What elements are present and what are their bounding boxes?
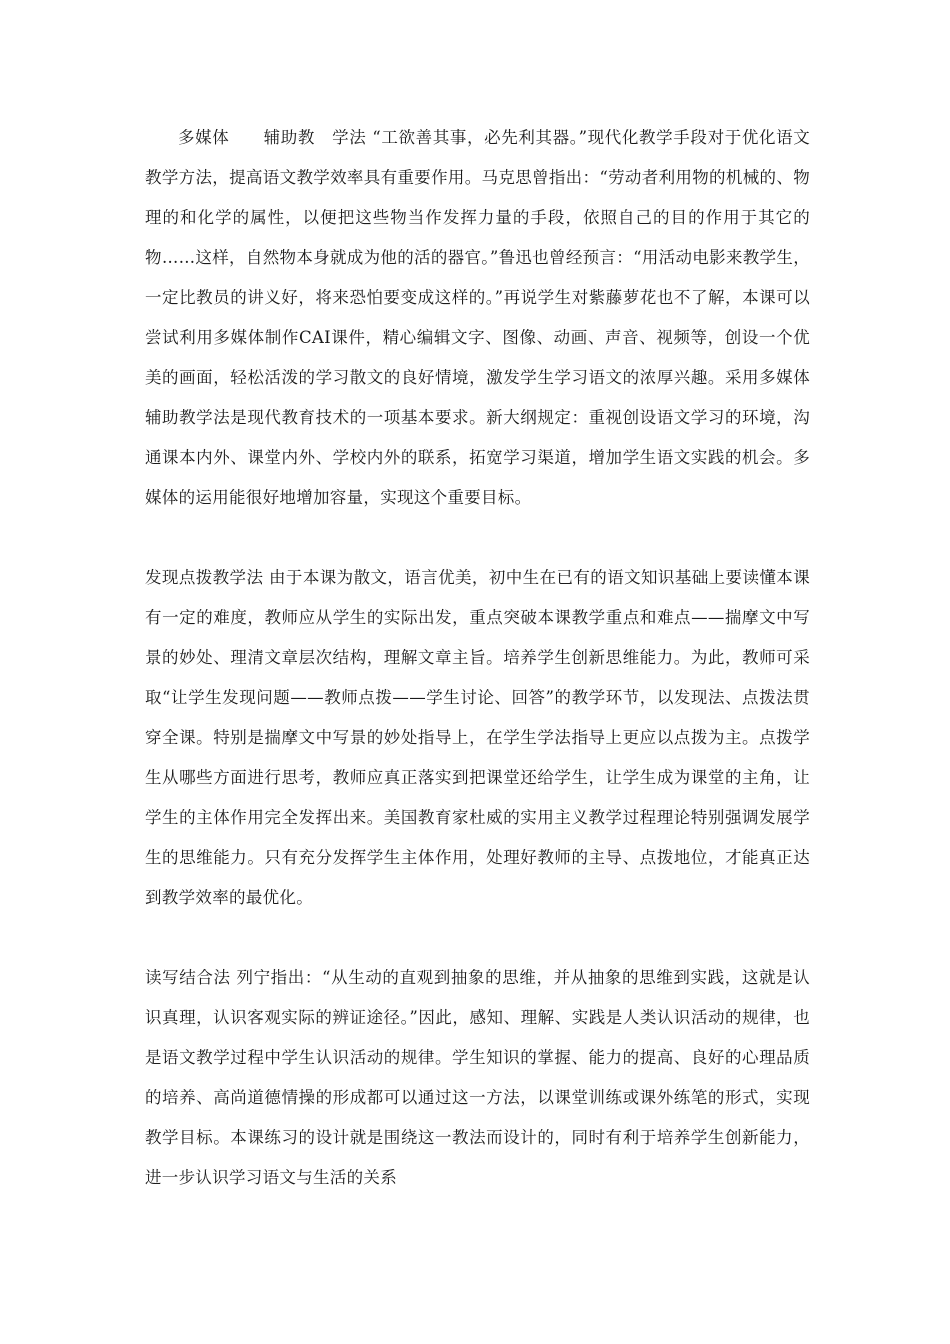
paragraph-body-discovery: 由于本课为散文，语言优美，初中生在已有的语文知识基础上要读懂本课有一定的难度，教师应从学生的实际出发，重点突破本课教学重点和难点——揣摩文中写景的妙处、理清文章层次结构，理解文章主旨。培养学生创新思维能力。为此，教师可采取“让学生发现问题——教师点拨——学生讨论、回答”的教学环节，以发现法、点拨法贯穿全课。特别是揣摩文中写景的妙处指导上，在学生学法指导上更应以点拨为主。点拨学生从哪些方面进行思考，教师应真正落实到把课堂还给学生，让学生成为课堂的主角，让学生的主体作用完全发挥出来。美国教育家杜威的实用主义教学过程理论特别强调发展学生的思维能力。只有充分发挥学生主体作用，处理好教师的主导、点拨地位，才能真正达到教学效率的最优化。: [145, 568, 810, 907]
paragraph-heading-discovery: 发现点拨教学法: [145, 568, 264, 587]
paragraph-discovery-method: [145, 558, 810, 918]
paragraph-reading-writing-method: [145, 958, 810, 1198]
paragraph-multimedia-method: [145, 118, 810, 518]
paragraph-body-multimedia: “工欲善其事，必先利其器。”现代化教学手段对于优化语文教学方法，提高语文教学效率具有重要作用。马克思曾指出：“劳动者利用物的机械的、物理的和化学的属性，以便把这些物当作发挥力量的手段，依照自己的目的作用于其它的物……这样，自然物本身就成为他的活的器官。”鲁迅也曾经预言：“用活动电影来教学生，一定比教员的讲义好，将来恐怕要变成这样的。”再说学生对紫藤萝花也不了解，本课可以尝试利用多媒体制作CAI课件，精心编辑文字、图像、动画、声音、视频等，创设一个优美的画面，轻松活泼的学习散文的良好情境，激发学生学习语文的浓厚兴趣。采用多媒体辅助教学法是现代教育技术的一项基本要求。新大纲规定：重视创设语文学习的环境，沟通课本内外、课堂内外、学校内外的联系，拓宽学习渠道，增加学生语文实践的机会。多媒体的运用能很好地增加容量，实现这个重要目标。: [145, 128, 810, 507]
paragraph-body-reading-writing: 列宁指出：“从生动的直观到抽象的思维，并从抽象的思维到实践，这就是认识真理，认识客观实际的辨证途径。”因此，感知、理解、实践是人类认识活动的规律，也是语文教学过程中学生认识活动的规律。学生知识的掌握、能力的提高、良好的心理品质的培养、高尚道德情操的形成都可以通过这一方法，以课堂训练或课外练笔的形式，实现教学目标。本课练习的设计就是围绕这一教法而设计的，同时有利于培养学生创新能力，进一步认识学习语文与生活的关系: [145, 968, 811, 1187]
paragraph-heading-multimedia: 多媒体 辅助教 学法: [178, 128, 367, 147]
paragraph-heading-reading-writing: 读写结合法: [145, 968, 231, 987]
